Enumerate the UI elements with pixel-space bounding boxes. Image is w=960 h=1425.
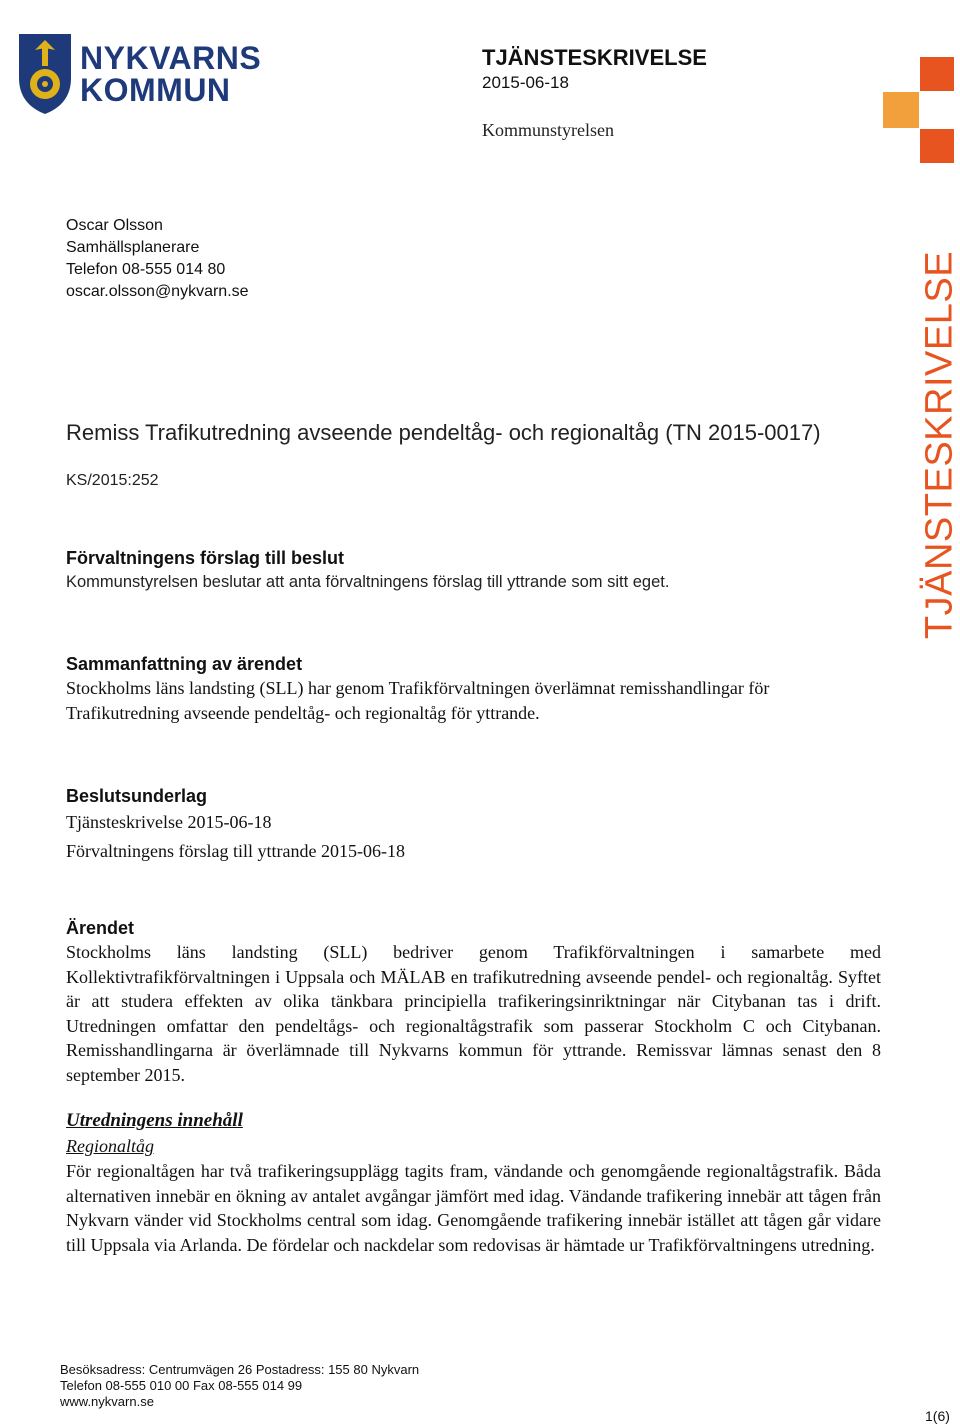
contact-name: Oscar Olsson <box>66 217 163 234</box>
logo-wordmark: NYKVARNS KOMMUN <box>80 40 262 108</box>
contact-phone: Telefon 08-555 014 80 <box>66 261 226 278</box>
document-title: Remiss Trafikutredning avseende pendeltåg- och regionaltåg (TN 2015-0017) <box>66 420 821 445</box>
footer-address: Besöksadress: Centrumvägen 26 Postadress: 155 80 Nykvarn <box>60 1362 420 1377</box>
contents-heading: Utredningens innehåll <box>66 1110 243 1131</box>
document-type: TJÄNSTESKRIVELSE <box>482 45 707 70</box>
basis-item: Tjänsteskrivelse 2015-06-18 <box>66 812 272 832</box>
footer-phone: Telefon 08-555 010 00 Fax 08-555 014 99 <box>60 1378 303 1393</box>
contact-email[interactable]: oscar.olsson@nykvarn.se <box>66 283 249 300</box>
basis-list <box>66 808 405 866</box>
matter-heading: Ärendet <box>66 918 135 938</box>
contact-info <box>66 215 249 303</box>
summary-text: Stockholms läns landsting (SLL) har genom Trafikförvaltningen överlämnat remisshandlingar för Trafikutredning avseende pendeltåg- och regionaltåg för yttrande. <box>66 678 770 723</box>
basis-heading: Beslutsunderlag <box>66 786 208 806</box>
summary-heading: Sammanfattning av ärendet <box>66 654 303 674</box>
proposal-heading: Förvaltningens förslag till beslut <box>66 548 345 568</box>
contact-title: Samhällsplanerare <box>66 239 200 256</box>
coat-of-arms-icon <box>15 28 75 116</box>
proposal-text: Kommunstyrelsen beslutar att anta förvaltningens förslag till yttrande som sitt eget. <box>66 573 670 591</box>
contents-text: För regionaltågen har två trafikeringsupplägg tagits fram, vändande och genomgående regionaltågstrafik. Båda alternativen innebär en ökning av antalet avgångar jämfört med idag. Vändande trafikering innebär att tågen från Nykvarn vänder vid Stockholms central som idag. Genomgående trafikering innebär istället att tågen går vidare till Uppsala via Arlanda. De fördelar och nackdelar som redovisas är hämtade ur Trafikförvaltningens utredning. <box>66 1161 881 1255</box>
organization-name: Kommunstyrelsen <box>482 120 614 140</box>
footer <box>60 1362 419 1410</box>
basis-item: Förvaltningens förslag till yttrande 2015-06-18 <box>66 841 405 861</box>
page-number: 1(6) <box>925 1408 950 1424</box>
side-label: TJÄNSTESKRIVELSE <box>918 250 960 640</box>
footer-website[interactable]: www.nykvarn.se <box>60 1394 154 1409</box>
contents-subheading: Regionaltåg <box>66 1136 154 1156</box>
matter-text: Stockholms läns landsting (SLL) bedriver genom Trafikförvaltningen i samarbete med Kollektivtrafikförvaltningen i Uppsala och MÄLAB en trafikutredning avseende pendel- och regionaltåg. Syftet är att studera effekten av olika tänkbara principiella trafikeringsinriktningar när Citybanan tas i drift. Utredningen omfattar den pendeltågs- och regionaltågstrafik som passerar Stockholm C och Citybanan. Remisshandlingarna är överlämnade till Nykvarns kommun för yttrande. Remissvar lämnas senast den 8 september 2015. <box>66 942 881 1085</box>
document-date: 2015-06-18 <box>482 73 569 92</box>
case-number: KS/2015:252 <box>66 472 159 489</box>
